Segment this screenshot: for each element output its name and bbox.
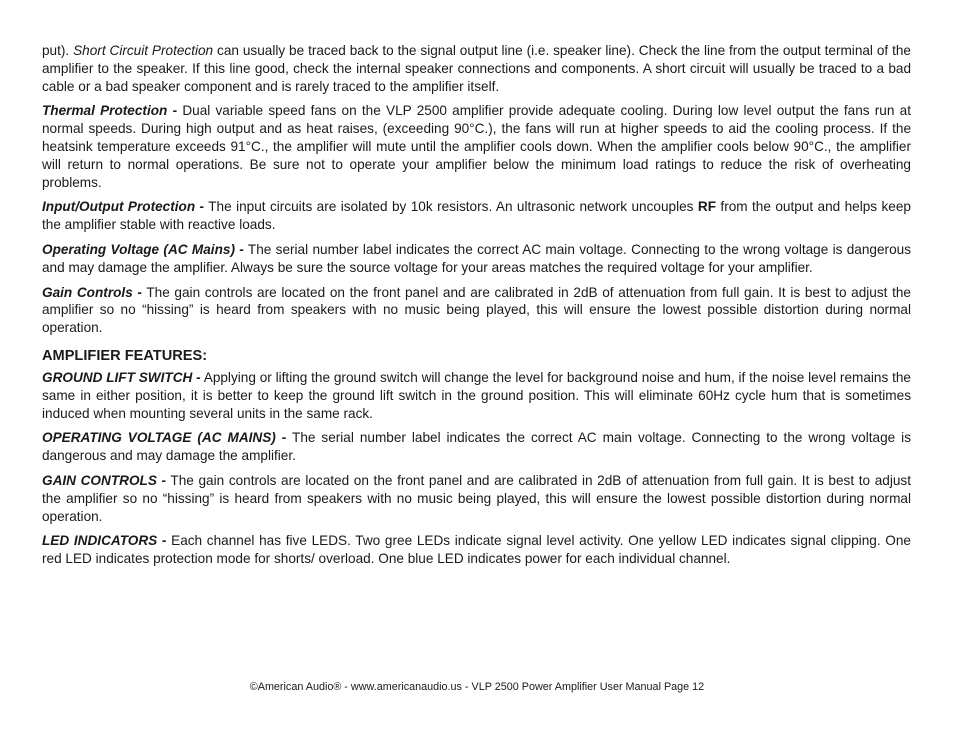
paragraph-gain-controls-features bbox=[42, 472, 911, 525]
paragraph-text: Each channel has five LEDS. Two gree LEDs indicate signal level activity. One yellow LED indicates signal clipping. One red LED indicates protection mode for shorts/ overload. One blue LED indicates power for each individual channel. bbox=[42, 533, 911, 567]
paragraph-text: Dual variable speed fans on the VLP 2500 amplifier provide adequate cooling. During low level output the fans run at normal speeds. During high output and as heat raises, (exceeding 90°C.), the fans will run at higher speeds to aid the cooling process. If the heatsink temperature exceeds 91°C., the amplifier will mute until the amplifier cools down. When the amplifier cools below 90°C., the amplifier will return to normal operations. Be sure not to operate your amplifier below the minimum load ratings to reduce the risk of overheating problems. bbox=[42, 103, 911, 190]
paragraph-text: The serial number label indicates the correct AC main voltage. Connecting to the wrong voltage is dangerous and may damage the amplifier. bbox=[42, 430, 911, 464]
paragraph-text: The gain controls are located on the front panel and are calibrated in 2dB of attenuation from full gain. It is best to adjust the amplifier so no “hissing” is heard from speakers with no music being played, this will ensure the lowest possible distortion during normal operation. bbox=[42, 284, 911, 336]
paragraph-text: Applying or lifting the ground switch will change the level for background noise and hum, if the noise level remains the same in either position, it is better to keep the ground lift switch in the ground position. This will eliminate 60Hz cycle hum that is sometimes induced when mounting several units in the same rack. bbox=[42, 369, 911, 421]
paragraph-led-indicators bbox=[42, 532, 911, 568]
paragraph-lead: OPERATING VOLTAGE (AC MAINS) - bbox=[42, 430, 287, 446]
short-circuit-term: Short Circuit Protection bbox=[73, 43, 214, 58]
paragraph-thermal-protection bbox=[42, 102, 911, 191]
rf-term: RF bbox=[697, 199, 717, 215]
paragraph-ground-lift bbox=[42, 369, 911, 422]
paragraph-lead: GAIN CONTROLS - bbox=[42, 472, 167, 488]
document-body bbox=[42, 42, 911, 575]
paragraph-operating-voltage bbox=[42, 241, 911, 277]
paragraph-text: The input circuits are isolated by 10k resistors. An ultrasonic network uncouples bbox=[204, 199, 698, 215]
section-heading: AMPLIFIER FEATURES: bbox=[42, 347, 208, 364]
paragraph-text-continued: from the output and helps keep the amplifier stable with reactive loads. bbox=[42, 199, 911, 233]
paragraph-lead: Gain Controls - bbox=[42, 284, 142, 300]
paragraph-text: can usually be traced back to the signal output line (i.e. speaker line). Check the line from the output terminal of the amplifier to the speaker. If this line good, check the internal speaker connections and components. A short circuit will usually be traced to a bad cable or a bad speaker component and is rarely traced to the amplifier itself. bbox=[42, 43, 911, 94]
paragraph-prefix: put). bbox=[42, 43, 74, 58]
page-footer: ©American Audio® - www.americanaudio.us - VLP 2500 Power Amplifier User Manual Page 12 bbox=[249, 681, 705, 693]
paragraph-op-voltage bbox=[42, 429, 911, 465]
paragraph-io-protection bbox=[42, 198, 911, 234]
paragraph-text: The gain controls are located on the front panel and are calibrated in 2dB of attenuation from full gain. It is best to adjust the amplifier so no “hissing” is heard from speakers with no music being played, this will ensure the lowest possible distortion during normal operation. bbox=[42, 472, 911, 524]
paragraph-gain-controls bbox=[42, 284, 911, 337]
paragraph-lead: Operating Voltage (AC Mains) - bbox=[42, 241, 244, 257]
paragraph-lead: GROUND LIFT SWITCH - bbox=[42, 369, 201, 385]
paragraph-lead: LED INDICATORS - bbox=[42, 533, 167, 549]
paragraph-text: The serial number label indicates the correct AC main voltage. Connecting to the wrong voltage is dangerous and may damage the amplifier. Always be sure the source voltage for your areas matches the required voltage for your amplifier. bbox=[42, 241, 911, 275]
paragraph-short-circuit bbox=[42, 42, 911, 95]
paragraph-lead: Thermal Protection - bbox=[42, 103, 178, 119]
paragraph-lead: Input/Output Protection - bbox=[42, 199, 205, 215]
